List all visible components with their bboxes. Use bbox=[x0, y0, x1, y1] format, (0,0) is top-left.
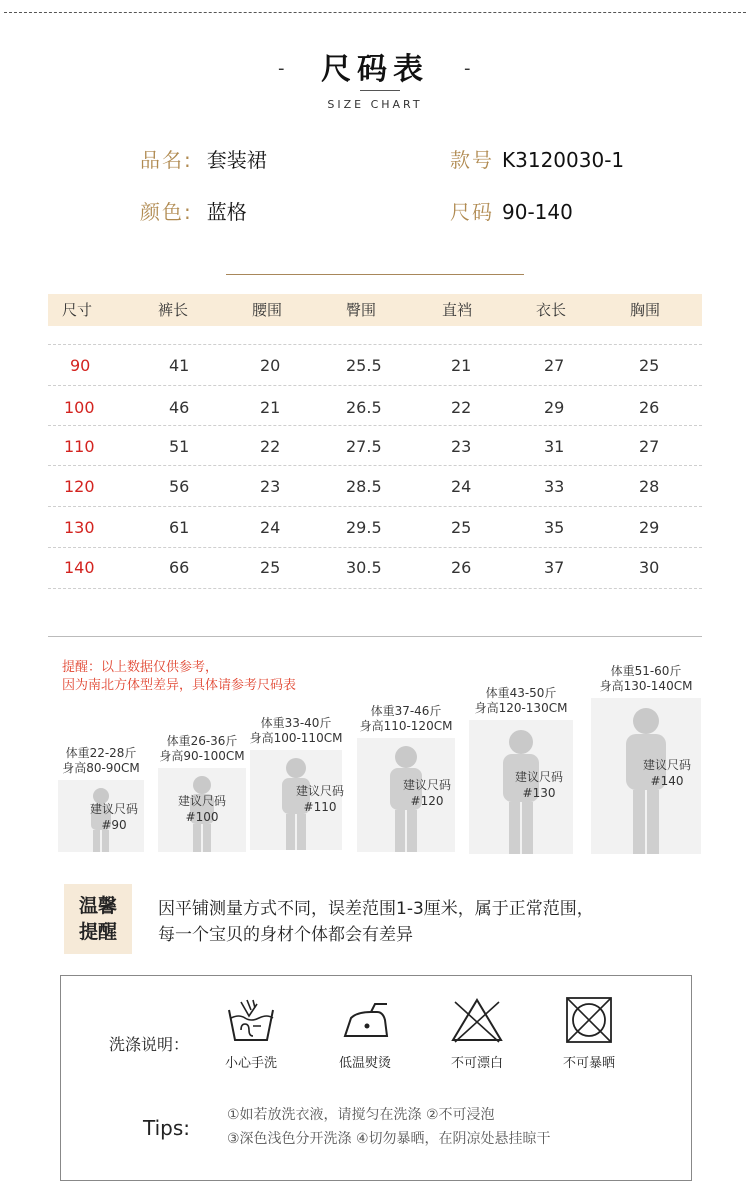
table-cell: 20 bbox=[260, 356, 281, 375]
table-cell: 30 bbox=[639, 558, 660, 577]
child-silhouette-panel bbox=[469, 720, 573, 854]
size-cell: 100 bbox=[64, 398, 95, 417]
product-name-row bbox=[140, 144, 267, 173]
table-cell: 27.5 bbox=[346, 437, 382, 456]
table-row-divider bbox=[48, 506, 702, 507]
no-sun-dry-icon bbox=[561, 996, 617, 1044]
size-guide-item-120 bbox=[356, 704, 456, 852]
table-cell: 24 bbox=[451, 477, 472, 496]
suggest-size: #100 bbox=[185, 810, 219, 824]
suggest-size: #90 bbox=[101, 818, 127, 832]
table-cell: 22 bbox=[260, 437, 281, 456]
child-silhouette-panel bbox=[158, 768, 246, 852]
table-cell: 66 bbox=[169, 558, 190, 577]
size-guide-item-130 bbox=[468, 686, 574, 854]
table-cell: 24 bbox=[260, 518, 281, 537]
size-guide-item-140 bbox=[590, 664, 702, 854]
warm-reminder-text bbox=[158, 896, 594, 948]
title-dash-left: - bbox=[278, 58, 285, 79]
table-cell: 23 bbox=[260, 477, 281, 496]
table-cell: 26.5 bbox=[346, 398, 382, 417]
table-cell: 29 bbox=[544, 398, 565, 417]
weight-label: 体重26-36斤 bbox=[166, 734, 238, 748]
warm-reminder-line-1: 因平铺测量方式不同，误差范围1-3厘米，属于正常范围， bbox=[158, 899, 594, 919]
table-cell: 22 bbox=[451, 398, 472, 417]
info-divider bbox=[226, 274, 524, 275]
product-color-row bbox=[140, 196, 247, 225]
suggest-label: 建议尺码 bbox=[402, 778, 451, 792]
table-cell: 27 bbox=[639, 437, 660, 456]
table-cell: 26 bbox=[639, 398, 660, 417]
table-row-divider bbox=[48, 425, 702, 426]
table-cell: 23 bbox=[451, 437, 472, 456]
care-item-low-iron bbox=[315, 996, 415, 1071]
size-cell: 110 bbox=[64, 437, 95, 456]
height-label: 身高110-120CM bbox=[359, 719, 453, 733]
table-cell: 30.5 bbox=[346, 558, 382, 577]
washing-instructions-panel bbox=[60, 975, 692, 1181]
subtitle-divider bbox=[360, 90, 400, 91]
table-header-cell: 臀围 bbox=[346, 301, 377, 319]
table-cell: 56 bbox=[169, 477, 190, 496]
height-label: 身高130-140CM bbox=[599, 679, 693, 693]
table-row-divider bbox=[48, 465, 702, 466]
care-item-no-bleach bbox=[427, 996, 527, 1071]
reminder-line-1: 提醒：以上数据仅供参考， bbox=[62, 660, 219, 675]
table-cell: 37 bbox=[544, 558, 565, 577]
care-label: 小心手洗 bbox=[224, 1056, 277, 1071]
size-cell: 130 bbox=[64, 518, 95, 537]
table-cell: 28 bbox=[639, 477, 660, 496]
weight-label: 体重22-28斤 bbox=[65, 746, 137, 760]
table-header-cell: 胸围 bbox=[630, 301, 661, 319]
product-code-value: K3120030-1 bbox=[502, 148, 625, 172]
reminder-line-2: 因为南北方体型差异，具体请参考尺码表 bbox=[62, 678, 297, 693]
size-cell: 90 bbox=[70, 356, 91, 375]
table-cell: 25 bbox=[639, 356, 660, 375]
product-name-label: 品名: bbox=[140, 148, 193, 172]
table-cell: 31 bbox=[544, 437, 565, 456]
size-guide-item-100 bbox=[156, 734, 248, 852]
table-header-cell: 腰围 bbox=[252, 301, 283, 319]
product-name-value: 套装裙 bbox=[206, 148, 267, 172]
table-row-divider bbox=[48, 344, 702, 345]
height-label: 身高120-130CM bbox=[474, 701, 568, 715]
table-cell: 46 bbox=[169, 398, 190, 417]
warm-reminder-line-2: 每一个宝贝的身材个体都会有差异 bbox=[158, 925, 413, 945]
table-cell: 28.5 bbox=[346, 477, 382, 496]
product-size-value: 90-140 bbox=[502, 200, 573, 224]
table-row-divider bbox=[48, 385, 702, 386]
warm-reminder-tag-line-2: 提醒 bbox=[78, 921, 117, 943]
product-color-value: 蓝格 bbox=[206, 200, 247, 224]
weight-label: 体重37-46斤 bbox=[370, 704, 442, 718]
hand-wash-icon bbox=[223, 996, 279, 1044]
table-cell: 25 bbox=[260, 558, 281, 577]
table-row-divider bbox=[48, 547, 702, 548]
table-cell: 25.5 bbox=[346, 356, 382, 375]
washing-title: 洗涤说明： bbox=[109, 1035, 190, 1054]
suggest-size: #130 bbox=[522, 786, 556, 800]
page-title: 尺码表 bbox=[321, 52, 429, 87]
care-item-hand-wash bbox=[201, 996, 301, 1071]
weight-label: 体重33-40斤 bbox=[260, 716, 332, 730]
table-cell: 26 bbox=[451, 558, 472, 577]
product-code-label: 款号 bbox=[450, 148, 494, 172]
height-label: 身高100-110CM bbox=[249, 731, 343, 745]
child-silhouette-panel bbox=[250, 750, 342, 850]
table-header-cell: 直裆 bbox=[442, 301, 473, 319]
table-cell: 21 bbox=[260, 398, 281, 417]
care-label: 低温熨烫 bbox=[338, 1056, 391, 1071]
warm-reminder-tag bbox=[64, 884, 132, 954]
child-silhouette-panel bbox=[58, 780, 144, 852]
no-bleach-icon bbox=[449, 996, 505, 1044]
tips-line-1: ①如若放洗衣液，请搅匀在洗涤 ②不可浸泡 bbox=[227, 1107, 495, 1123]
size-guide-item-110 bbox=[248, 716, 344, 850]
table-cell: 51 bbox=[169, 437, 190, 456]
size-cell: 140 bbox=[64, 558, 95, 577]
table-cell: 33 bbox=[544, 477, 565, 496]
page-subtitle: SIZE CHART bbox=[327, 98, 423, 111]
care-label: 不可漂白 bbox=[450, 1056, 503, 1071]
suggest-size: #140 bbox=[650, 774, 684, 788]
product-code-row bbox=[450, 144, 624, 173]
suggest-label: 建议尺码 bbox=[514, 770, 563, 784]
warm-reminder-tag-line-1: 温馨 bbox=[78, 895, 117, 917]
table-cell: 29 bbox=[639, 518, 660, 537]
suggest-size: #120 bbox=[410, 794, 444, 808]
product-color-label: 颜色: bbox=[140, 200, 193, 224]
weight-label: 体重43-50斤 bbox=[485, 686, 557, 700]
table-cell: 29.5 bbox=[346, 518, 382, 537]
height-label: 身高80-90CM bbox=[62, 761, 140, 775]
section-divider bbox=[48, 636, 702, 637]
table-row-divider bbox=[48, 588, 702, 589]
suggest-label: 建议尺码 bbox=[177, 794, 226, 808]
tips-line-2: ③深色浅色分开洗涤 ④切勿暴晒，在阴凉处悬挂晾干 bbox=[227, 1131, 551, 1147]
table-cell: 27 bbox=[544, 356, 565, 375]
title-block bbox=[0, 44, 750, 88]
table-header-cell: 衣长 bbox=[536, 301, 567, 319]
tips-label: Tips: bbox=[143, 1116, 191, 1140]
table-cell: 61 bbox=[169, 518, 190, 537]
product-size-row bbox=[450, 196, 573, 225]
suggest-label: 建议尺码 bbox=[295, 784, 344, 798]
title-dash-right: - bbox=[464, 58, 471, 79]
table-cell: 41 bbox=[169, 356, 190, 375]
table-cell: 25 bbox=[451, 518, 472, 537]
low-iron-icon bbox=[337, 996, 393, 1044]
child-silhouette-panel bbox=[591, 698, 701, 854]
suggest-label: 建议尺码 bbox=[89, 802, 138, 816]
size-guide-item-90 bbox=[58, 746, 144, 852]
product-size-label: 尺码 bbox=[450, 200, 494, 224]
table-cell: 35 bbox=[544, 518, 565, 537]
table-header-cell: 尺寸 bbox=[62, 301, 93, 319]
height-label: 身高90-100CM bbox=[159, 749, 245, 763]
top-dashed-divider bbox=[4, 12, 746, 13]
weight-label: 体重51-60斤 bbox=[610, 664, 682, 678]
table-header-cell: 裤长 bbox=[158, 301, 189, 319]
size-cell: 120 bbox=[64, 477, 95, 496]
size-table-header bbox=[48, 294, 702, 326]
child-silhouette-panel bbox=[357, 738, 455, 852]
care-label: 不可暴晒 bbox=[562, 1056, 615, 1071]
suggest-size: #110 bbox=[303, 800, 337, 814]
table-cell: 21 bbox=[451, 356, 472, 375]
suggest-label: 建议尺码 bbox=[642, 758, 691, 772]
care-item-no-sun-dry bbox=[539, 996, 639, 1071]
